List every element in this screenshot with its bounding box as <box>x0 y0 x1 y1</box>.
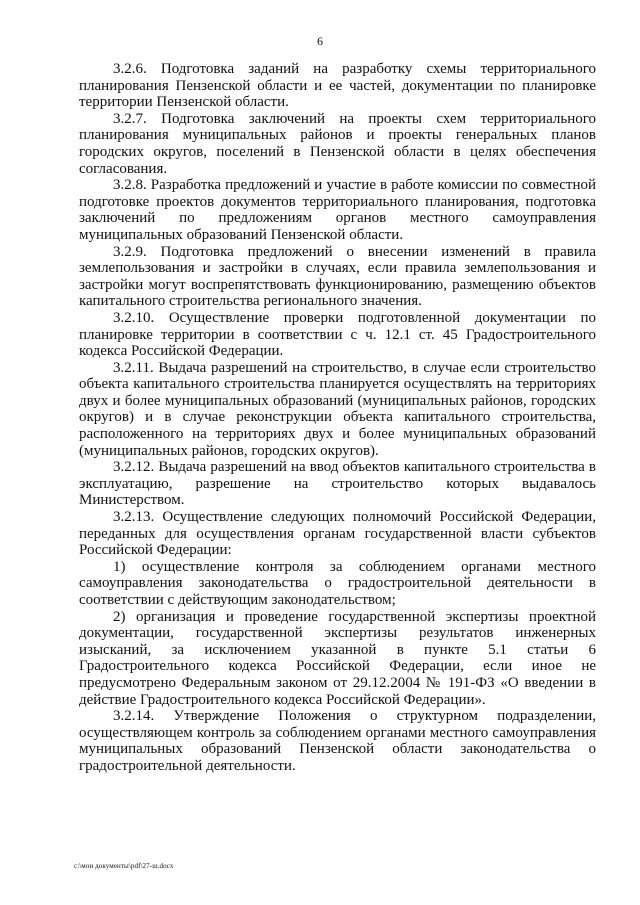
paragraph-3-2-13-item-2: 2) организация и проведение государственной экспертизы проектной документации, государственной экспертизы результатов инженерных изысканий, за исключением указанной в пункте 5.1 статьи 6 Градостроительного кодекса Российской Федерации, если иное не предусмотрено Федеральным законом от 29.12.2004 № 191-ФЗ «О введении в действие Градостроительного кодекса Российской Федерации». <box>79 608 596 708</box>
paragraph-3-2-9: 3.2.9. Подготовка предложений о внесении изменений в правила землепользования и застройки в случаях, если правила землепользования и застройки могут воспрепятствовать функционированию, размещению объектов капитального строительства регионального значения. <box>79 243 596 310</box>
paragraph-3-2-12: 3.2.12. Выдача разрешений на ввод объектов капитального строительства в эксплуатацию, разрешение на строительство которых выдавалось Министерством. <box>79 459 596 509</box>
paragraph-3-2-7: 3.2.7. Подготовка заключений на проекты схем территориального планирования муниципальных районов и проекты генеральных планов городских округов, поселений в Пензенской области в целях обеспечения согласования. <box>79 110 596 177</box>
paragraph-3-2-6: 3.2.6. Подготовка заданий на разработку схемы территориального планирования Пензенской области и ее частей, документации по планировке территории Пензенской области. <box>79 61 596 111</box>
page-number: 6 <box>317 34 323 48</box>
document-body <box>79 61 596 775</box>
paragraph-3-2-13: 3.2.13. Осуществление следующих полномочий Российской Федерации, переданных для осуществления органам государственной власти субъектов Российской Федерации: <box>79 509 596 559</box>
paragraph-3-2-14: 3.2.14. Утверждение Положения о структурном подразделении, осуществляющем контроль за соблюдением органами местного самоуправления муниципальных образований Пензенской области законодательства о градостроительной деятельности. <box>79 708 596 774</box>
paragraph-3-2-8: 3.2.8. Разработка предложений и участие в работе комиссии по совместной подготовке проектов документов территориального планирования, подготовка заключений по предложениям органов местного самоуправления муниципальных образований Пензенской области. <box>79 177 596 243</box>
paragraph-3-2-13-item-1: 1) осуществление контроля за соблюдением органами местного самоуправления законодательства о градостроительной деятельности в соответствии с действующим законодательством; <box>79 558 596 608</box>
footer-file-path: c:\мои документы\pdf\27-ш.docx <box>74 862 174 870</box>
paragraph-3-2-11: 3.2.11. Выдача разрешений на строительство, в случае если строительство объекта капитального строительства планируется осуществлять на территориях двух и более муниципальных образований (муниципальных районов, городских округов) и в случае реконструкции объекта капитального строительства, расположенного на территориях двух и более муниципальных образований (муниципальных районов, городских округов). <box>79 359 596 459</box>
paragraph-3-2-10: 3.2.10. Осуществление проверки подготовленной документации по планировке территории в соответствии с ч. 12.1 ст. 45 Градостроительного кодекса Российской Федерации. <box>79 309 596 360</box>
